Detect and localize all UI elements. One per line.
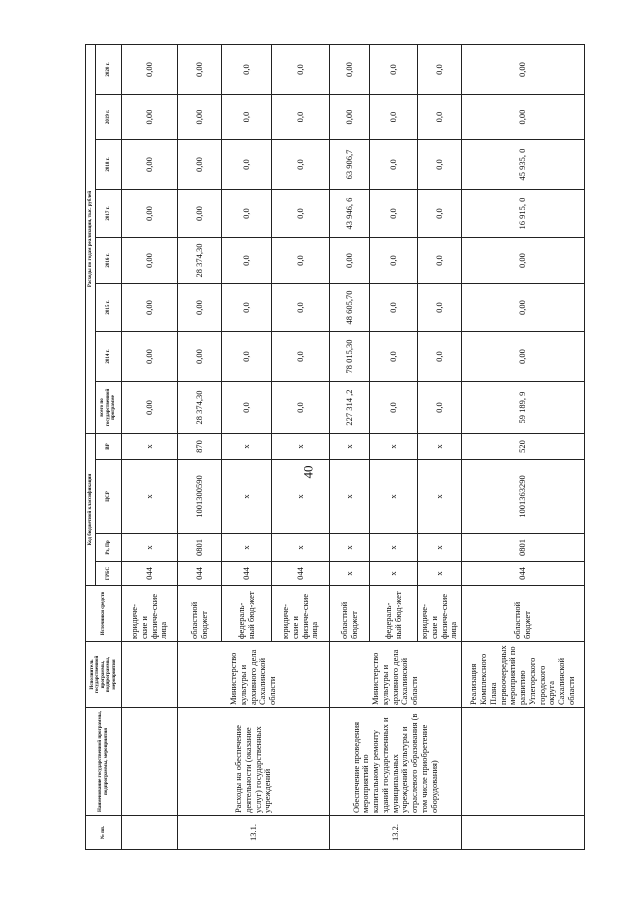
cell-rzpr: х (418, 534, 462, 562)
cell-vr: х (418, 434, 462, 460)
cell-year: 0,00 (122, 140, 178, 190)
header-expenses: Расходы по годам реализации, тыс. рублей (86, 44, 96, 433)
header-grbs: ГРБС (96, 562, 122, 586)
row-source: областной бюджет (330, 586, 370, 642)
row-source: областной бюджет (178, 586, 222, 642)
cell-year: 0,00 (178, 190, 222, 238)
cell-year: 0,0 (370, 238, 418, 284)
cell-year: 0,00 (330, 95, 370, 140)
cell-year: 0,0 (418, 95, 462, 140)
cell-year: 0,0 (370, 332, 418, 382)
cell-total: 0,0 (418, 382, 462, 434)
cell-csr: х (222, 460, 272, 534)
header-year: 2016 г. (96, 238, 122, 284)
row-name (122, 708, 178, 816)
cell-grbs: х (330, 562, 370, 586)
cell-year: 0,0 (370, 190, 418, 238)
row-name: Обеспечение проведения мероприятий по капитальному ремонту зданий государственных и муниципальных учреждений культуры и отраслевого образования (в том числе приобретение оборудования) (330, 708, 462, 816)
cell-rzpr: х (122, 534, 178, 562)
cell-year: 45 935, 0 (462, 140, 585, 190)
cell-year: 0,0 (418, 284, 462, 332)
cell-grbs: х (418, 562, 462, 586)
row-num: 13.1. (178, 816, 330, 850)
cell-year: 78 015,30 (330, 332, 370, 382)
header-budget-code: Код бюджетной классификации (86, 434, 96, 586)
cell-rzpr: х (370, 534, 418, 562)
cell-grbs: 044 (178, 562, 222, 586)
cell-grbs: 044 (272, 562, 330, 586)
cell-rzpr: 0801 (178, 534, 222, 562)
cell-vr: х (222, 434, 272, 460)
cell-year: 0,0 (370, 95, 418, 140)
cell-year: 0,00 (330, 44, 370, 94)
cell-grbs: 044 (222, 562, 272, 586)
cell-year: 0,0 (272, 44, 330, 94)
cell-year: 0,00 (178, 332, 222, 382)
cell-csr: х (370, 460, 418, 534)
cell-year: 0,00 (178, 95, 222, 140)
cell-year: 0,0 (272, 95, 330, 140)
cell-year: 0,0 (418, 140, 462, 190)
cell-year: 63 906,7 (330, 140, 370, 190)
cell-year: 43 946, 6 (330, 190, 370, 238)
row-source: областной бюджет (462, 586, 585, 642)
cell-year: 0,00 (122, 332, 178, 382)
rotated-table-container (85, 45, 585, 850)
header-rzpr: Рз, Пр (96, 534, 122, 562)
row-executor (122, 642, 178, 708)
row-source: юридиче-ские и физиче-ские лица (272, 586, 330, 642)
cell-total: 0,0 (370, 382, 418, 434)
cell-year: 48 605,70 (330, 284, 370, 332)
cell-total: 59 189, 9 (462, 382, 585, 434)
header-year: 2018 г. (96, 140, 122, 190)
cell-total: 0,00 (122, 382, 178, 434)
cell-vr: 520 (462, 434, 585, 460)
row-source: юридиче-ские и физиче-ские лица (418, 586, 462, 642)
cell-rzpr: х (330, 534, 370, 562)
cell-year: 0,0 (272, 332, 330, 382)
table-row (178, 44, 222, 849)
cell-total: 0,0 (272, 382, 330, 434)
cell-year: 0,0 (370, 140, 418, 190)
page-number: 40 (300, 465, 316, 479)
header-executor: Исполнитель государственной программы, подпрограммы, мероприятия (86, 642, 122, 708)
cell-grbs: х (370, 562, 418, 586)
cell-year: 0,0 (272, 284, 330, 332)
row-source: федераль-ный бюд-жет (222, 586, 272, 642)
cell-csr: 1001363290 (462, 460, 585, 534)
header-csr: ЦСР (96, 460, 122, 534)
cell-year: 0,00 (122, 44, 178, 94)
cell-csr: 1001300590 (178, 460, 222, 534)
cell-csr: х (330, 460, 370, 534)
row-num (462, 816, 585, 850)
cell-year: 0,00 (462, 44, 585, 94)
cell-vr: х (122, 434, 178, 460)
cell-year: 28 374,30 (178, 238, 222, 284)
cell-rzpr: х (272, 534, 330, 562)
cell-year: 0,0 (272, 190, 330, 238)
table-row (122, 44, 178, 849)
cell-year: 0,00 (462, 95, 585, 140)
cell-csr: х (272, 460, 330, 534)
cell-vr: х (272, 434, 330, 460)
cell-year: 0,0 (222, 238, 272, 284)
cell-year: 0,00 (462, 332, 585, 382)
header-vr: ВР (96, 434, 122, 460)
cell-year: 0,0 (370, 284, 418, 332)
cell-year: 0,00 (122, 238, 178, 284)
header-source: Источники средств (86, 586, 122, 642)
cell-year: 0,0 (222, 95, 272, 140)
cell-year: 0,0 (370, 44, 418, 94)
cell-year: 0,0 (418, 44, 462, 94)
row-num: 13.2. (330, 816, 462, 850)
cell-year: 0,0 (272, 238, 330, 284)
cell-vr: х (370, 434, 418, 460)
header-year: 2017 г. (96, 190, 122, 238)
cell-year: 0,00 (122, 284, 178, 332)
cell-rzpr: х (222, 534, 272, 562)
budget-table (85, 44, 585, 850)
header-year: 2014 г. (96, 332, 122, 382)
cell-total: 28 374,30 (178, 382, 222, 434)
cell-grbs: 044 (462, 562, 585, 586)
cell-vr: 870 (178, 434, 222, 460)
header-total: всего по государственной программе (96, 382, 122, 434)
cell-year: 0,00 (462, 238, 585, 284)
cell-year: 0,00 (122, 190, 178, 238)
cell-csr: х (122, 460, 178, 534)
cell-year: 0,0 (418, 238, 462, 284)
header-program-name: Наименование государственной программы, подпрограммы, мероприятия (86, 708, 122, 816)
cell-year: 0,00 (122, 95, 178, 140)
cell-year: 0,0 (418, 332, 462, 382)
header-num: № пп. (86, 816, 122, 850)
header-year: 2015 г. (96, 284, 122, 332)
cell-year: 0,00 (178, 44, 222, 94)
cell-year: 0,0 (222, 332, 272, 382)
header-year: 2020 г. (96, 44, 122, 94)
table-row (462, 44, 585, 849)
row-name: Расходы на обеспечение деятельности (оказание услуг) государственных учреждений (178, 708, 330, 816)
row-name (462, 708, 585, 816)
row-num (122, 816, 178, 850)
cell-year: 0,00 (178, 284, 222, 332)
row-source: юридиче-ские и физиче-ские лица (122, 586, 178, 642)
cell-year: 0,0 (222, 190, 272, 238)
table-row (330, 44, 370, 849)
row-executor: Министерство культуры и архивного дела Сахалинской области (178, 642, 330, 708)
row-executor: Министерство культуры и архивного дела Сахалинской области (330, 642, 462, 708)
header-year: 2019 г. (96, 95, 122, 140)
cell-rzpr: 0801 (462, 534, 585, 562)
row-source: федераль-ный бюд-жет (370, 586, 418, 642)
cell-year: 0,0 (418, 190, 462, 238)
cell-year: 0,0 (222, 140, 272, 190)
cell-year: 0,0 (222, 44, 272, 94)
cell-year: 0,00 (178, 140, 222, 190)
cell-grbs: 044 (122, 562, 178, 586)
cell-csr: х (418, 460, 462, 534)
cell-year: 0,0 (222, 284, 272, 332)
cell-total: 0,0 (222, 382, 272, 434)
cell-vr: х (330, 434, 370, 460)
cell-total: 227 314 ,2 (330, 382, 370, 434)
cell-year: 16 915, 0 (462, 190, 585, 238)
row-executor: Реализация Комплексного Плана первоочередных мероприятий по развитию Углегорского городского округа Сахалинской области (462, 642, 585, 708)
cell-year: 0,00 (462, 284, 585, 332)
cell-year: 0,00 (330, 238, 370, 284)
cell-year: 0,0 (272, 140, 330, 190)
